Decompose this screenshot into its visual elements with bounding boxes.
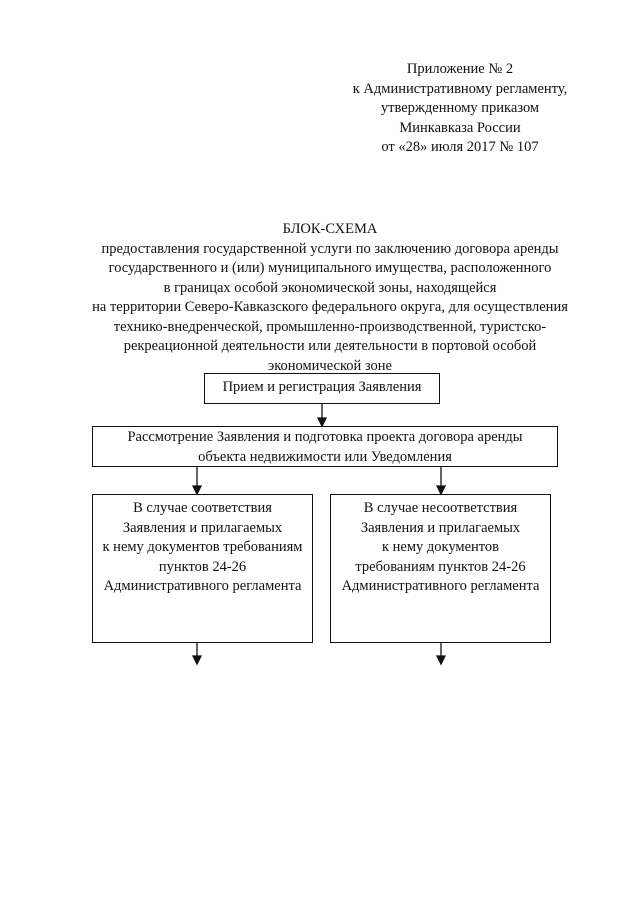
appendix-line: Минкавказа России <box>399 119 521 136</box>
appendix-line: от «28» июля 2017 № 107 <box>381 139 539 155</box>
appendix-line: утвержденному приказом <box>380 100 540 116</box>
flow-box-text: объекта недвижимости или Уведомления <box>198 448 452 465</box>
flow-box-text: Заявления и прилагаемых <box>122 519 283 536</box>
flow-box-text: пунктов 24-26 <box>158 558 247 575</box>
arrow-down-icon <box>193 643 201 664</box>
arrow-down-icon <box>437 467 445 494</box>
title-heading: БЛОК-СХЕМА <box>282 221 378 237</box>
title-line: предоставления государственной услуги по заключению договора аренды <box>101 240 559 257</box>
flow-box-text: к нему документов требованиям <box>102 539 303 555</box>
arrow-down-icon <box>437 643 445 664</box>
flow-box-review <box>92 426 558 467</box>
title-line: технико-внедренческой, промышленно-производственной, туристско- <box>113 318 547 335</box>
title-line: рекреационной деятельности или деятельности в портовой особой <box>123 338 537 354</box>
arrow-down-icon <box>318 404 326 426</box>
flow-box-noncompliance <box>330 494 551 643</box>
title-line: государственного и (или) муниципального имущества, расположенного <box>108 260 552 276</box>
title-line: на территории Северо-Кавказского федерального округа, для осуществления <box>92 299 568 315</box>
title-line: в границах особой экономической зоны, находящейся <box>163 279 497 296</box>
flow-box-text: Прием и регистрация Заявления <box>222 379 422 395</box>
flow-box-reception <box>204 373 440 404</box>
flow-box-text: Заявления и прилагаемых <box>360 519 521 536</box>
flow-box-text: требованиям пунктов 24-26 <box>355 558 526 575</box>
title-line: экономической зоне <box>267 357 392 374</box>
appendix-line: к Административному регламенту, <box>352 80 568 97</box>
arrow-down-icon <box>193 467 201 494</box>
document-title <box>60 220 600 376</box>
appendix-header <box>330 60 590 158</box>
flow-box-text: Административного регламента <box>103 578 302 594</box>
flow-box-text: Административного регламента <box>341 578 540 594</box>
appendix-line: Приложение № 2 <box>406 61 514 77</box>
flow-box-text: В случае соответствия <box>133 500 272 516</box>
flow-box-text: В случае несоответствия <box>363 500 518 516</box>
flow-box-text: к нему документов <box>381 539 500 555</box>
flow-box-text: Рассмотрение Заявления и подготовка проекта договора аренды <box>127 429 523 445</box>
flow-box-compliance <box>92 494 313 643</box>
